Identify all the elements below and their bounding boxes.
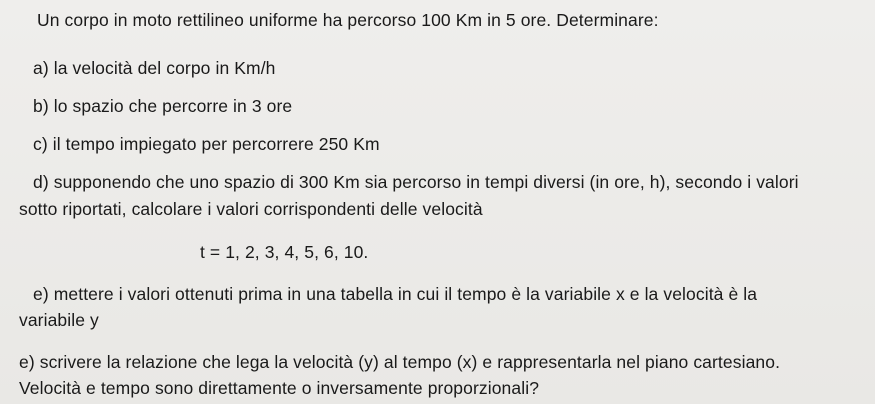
question-d-line-1: d) supponendo che uno spazio di 300 Km sia percorso in tempi diversi (in ore, h), secondo i valori — [33, 172, 799, 192]
problem-intro: Un corpo in moto rettilineo uniforme ha percorso 100 Km in 5 ore. Determinare: — [37, 10, 659, 30]
question-f-line-2: Velocità e tempo sono direttamente o inversamente proporzionali? — [19, 378, 540, 398]
question-b: b) lo spazio che percorre in 3 ore — [33, 96, 293, 116]
question-e-line-1: e) mettere i valori ottenuti prima in una tabella in cui il tempo è la variabile x e la velocità è la — [33, 284, 758, 304]
time-values: t = 1, 2, 3, 4, 5, 6, 10. — [200, 242, 369, 262]
question-f-line-1: e) scrivere la relazione che lega la velocità (y) al tempo (x) e rappresentarla nel piano cartesiano. — [19, 352, 781, 372]
question-d-line-2: sotto riportati, calcolare i valori corrispondenti delle velocità — [19, 199, 483, 219]
question-a: a) la velocità del corpo in Km/h — [33, 58, 276, 78]
question-c: c) il tempo impiegato per percorrere 250 Km — [33, 134, 380, 154]
question-e-line-2: variabile y — [19, 310, 99, 330]
